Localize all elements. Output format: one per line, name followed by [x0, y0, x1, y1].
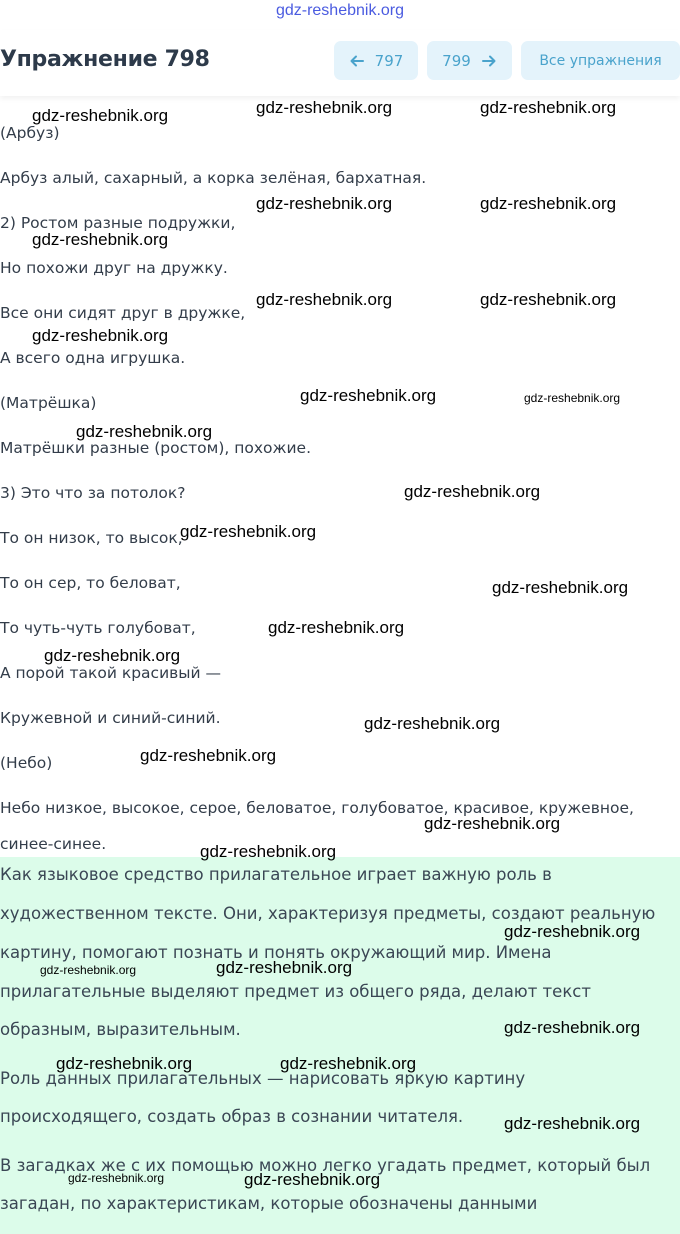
watermark: gdz-reshebnik.org [32, 106, 169, 125]
watermark: gdz-reshebnik.org [244, 1170, 381, 1189]
text-line: (Матрёшка) [0, 394, 97, 412]
watermark: gdz-reshebnik.org [256, 290, 393, 309]
conclusion-line: художественном тексте. Они, характеризуя предметы, создают реальную [0, 904, 656, 923]
watermark: gdz-reshebnik.org [68, 1171, 165, 1185]
all-exercises-button[interactable] [521, 41, 680, 80]
exercise-header [0, 30, 680, 96]
conclusion-line: прилагательные выделяют предмет из общего ряда, делают текст [0, 982, 591, 1001]
watermark: gdz-reshebnik.org [268, 618, 405, 637]
watermark: gdz-reshebnik.org [200, 842, 337, 861]
conclusion-line: загадан, по характеристикам, которые обозначены данными [0, 1194, 538, 1213]
watermark: gdz-reshebnik.org [480, 98, 617, 117]
watermark: gdz-reshebnik.org [504, 922, 641, 941]
text-line: синее-синее. [0, 835, 107, 853]
text-line: Но похожи друг на дружку. [0, 259, 228, 277]
conclusion-line: образным, выразительным. [0, 1020, 241, 1039]
watermark: gdz-reshebnik.org [364, 714, 501, 733]
watermark: gdz-reshebnik.org [492, 578, 629, 597]
watermark: gdz-reshebnik.org [480, 290, 617, 309]
all-exercises-label: Все упражнения [539, 52, 662, 69]
watermark: gdz-reshebnik.org [504, 1018, 641, 1037]
watermark: gdz-reshebnik.org [504, 1114, 641, 1133]
watermark: gdz-reshebnik.org [424, 814, 561, 833]
text-line: А всего одна игрушка. [0, 349, 186, 367]
text-line: То он низок, то высок, [0, 529, 183, 547]
watermark: gdz-reshebnik.org [256, 194, 393, 213]
text-line: Матрёшки разные (ростом), похожие. [0, 439, 312, 457]
watermark: gdz-reshebnik.org [32, 230, 169, 249]
conclusion-line: В загадках же с их помощью можно легко угадать предмет, который был [0, 1156, 651, 1175]
prev-exercise-button[interactable] [334, 41, 418, 80]
conclusion-line: происходящего, создать образ в сознании читателя. [0, 1107, 464, 1126]
conclusion-line: Как языковое средство прилагательное играет важную роль в [0, 865, 552, 884]
text-line: То чуть-чуть голубоват, [0, 619, 196, 637]
watermark: gdz-reshebnik.org [56, 1054, 193, 1073]
arrow-right-icon [481, 53, 497, 69]
page-title: Упражнение 798 [0, 47, 210, 72]
watermark: gdz-reshebnik.org [44, 646, 181, 665]
next-exercise-label: 799 [442, 51, 471, 70]
site-watermark-top: gdz-reshebnik.org [275, 2, 405, 19]
watermark: gdz-reshebnik.org [180, 522, 317, 541]
watermark: gdz-reshebnik.org [524, 391, 621, 405]
text-line: Кружевной и синий-синий. [0, 709, 221, 727]
text-line: (Арбуз) [0, 124, 60, 142]
prev-exercise-label: 797 [374, 51, 404, 70]
watermark: gdz-reshebnik.org [216, 958, 353, 977]
text-line: 3) Это что за потолок? [0, 484, 186, 502]
text-line: Арбуз алый, сахарный, а корка зелёная, бархатная. [0, 169, 427, 187]
text-line: 2) Ростом разные подружки, [0, 214, 236, 232]
arrow-left-icon [349, 53, 365, 69]
text-line: Все они сидят друг в дружке, [0, 304, 246, 322]
conclusion-line: Роль данных прилагательных — нарисовать яркую картину [0, 1069, 526, 1088]
watermark: gdz-reshebnik.org [256, 98, 393, 117]
text-line: (Небо) [0, 754, 53, 772]
watermark: gdz-reshebnik.org [480, 194, 617, 213]
next-exercise-button[interactable] [427, 41, 512, 80]
watermark: gdz-reshebnik.org [140, 746, 277, 765]
text-line: Небо низкое, высокое, серое, беловатое, голубоватое, красивое, кружевное, [0, 799, 634, 817]
watermark: gdz-reshebnik.org [280, 1054, 417, 1073]
watermark: gdz-reshebnik.org [404, 482, 541, 501]
watermark: gdz-reshebnik.org [40, 963, 137, 977]
conclusion-line: картину, помогают познать и понять окружающий мир. Имена [0, 943, 552, 962]
text-line: А порой такой красивый — [0, 664, 222, 682]
watermark: gdz-reshebnik.org [300, 386, 437, 405]
watermark: gdz-reshebnik.org [32, 326, 169, 345]
text-line: То он сер, то беловат, [0, 574, 181, 592]
watermark: gdz-reshebnik.org [76, 422, 213, 441]
